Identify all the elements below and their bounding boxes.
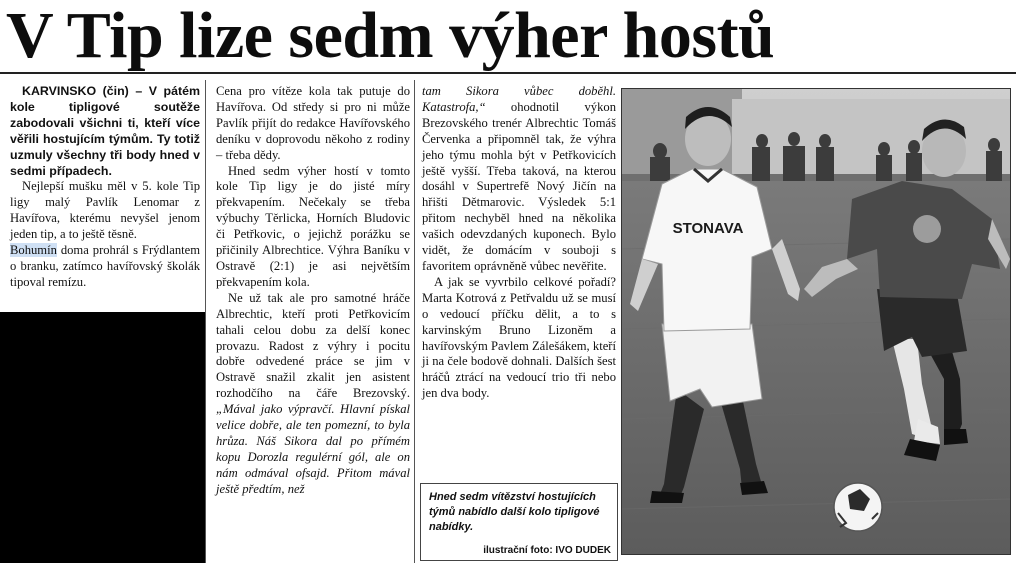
- photo-caption: Hned sedm vítězství hostujících týmů nabídlo další kolo tipligové nabídky.: [429, 491, 600, 533]
- quote-text: „Mával jako výpravčí. Hlavní pískal velice dobře, ale ten pomezní, to byla hrůza. Náš Sikora dal po přímém kopu Dorozla regulérní gól, ale on nám odmával ofsajd. Přitom mával ještě předtím, než: [216, 402, 410, 496]
- col1-paragraph-1: Nejlepší mušku měl v 5. kole Tip ligy malý Pavlík Lenomar z Havířova, kterému nevyšel jenom jeden tip, a to ještě těsně.: [10, 179, 200, 242]
- col2-paragraph-1: Cena pro vítěze kola tak putuje do Havířova. Od středy si pro ni může Pavlík přijít do redakce Havířovského deníku v doprovodu někoho z rodiny – třeba dědy.: [216, 84, 410, 162]
- col2-paragraph-3: [216, 291, 410, 498]
- column-divider-1: [205, 80, 206, 563]
- football-photo-image: [622, 89, 1011, 555]
- col2-paragraph-2: Hned sedm výher hostí v tomto kole Tip ligy je do jisté míry překvapením. Nečekaly se třeba výbuchy Těrlicka, Horních Bludovic či Petřkovic, o jejichž porážku se přičinily Albrechtice. Výhra Baníku v Ostravě (2:1) je asi největším překvapením kola.: [216, 163, 410, 289]
- col2-paragraph-3-text: Ne už tak ale pro samotné hráče Albrechtic, kteří proti Petřkovicím tahali celou dobu za delší konec provazu. Radost z výhry i pocitu dobře odvedené práce se jim v Ostravě snažil zkalit jen asistent rozhodčího na čáře Brezovský.: [216, 290, 410, 401]
- highlighted-word: Bohumín: [10, 243, 57, 258]
- jersey-text: STONAVA: [672, 220, 744, 237]
- lead-paragraph: [10, 84, 200, 179]
- football-photo: [621, 88, 1011, 555]
- kicker: KARVINSKO (čin) –: [22, 84, 149, 98]
- headline: V Tip lize sedm výher hostů: [6, 0, 775, 72]
- col1-paragraph-2-rest: doma prohrál s Frýdlantem o branku, zatímco havířovský školák tipoval remízu.: [10, 243, 200, 289]
- photo-credit: ilustrační foto: IVO DUDEK: [483, 545, 611, 556]
- column-1: [10, 84, 200, 291]
- column-3: [422, 84, 616, 402]
- col3-paragraph-1: [422, 84, 616, 275]
- col3-paragraph-1-rest: ohodnotil výkon Brezovského trenér Albrechtic Tomáš Červenka a připomněl tak, že výhra jeho týmu mohla být v Petřkovicích ještě vyšší. Třeba taková, na kterou dosáhl v Supertrefě Nový Jičín na hřišti Dětmarovic. Výsledek 5:1 přitom nechyběl hned na několika vašich odevzdaných kuponech. Bylo vidět, že domácím v souboji s favoritem oprávněně vůbec nevěřite.: [422, 99, 616, 273]
- football-ball: [834, 483, 882, 531]
- col1-paragraph-2: [10, 243, 200, 291]
- col3-paragraph-2: A jak se vyvrbilo celkové pořadí? Marta Kotrová z Petřvaldu už se musí o vedoucí příčku dělit, a to s karvinským Bruno Lizoněm a havířovským Pavlem Zálešákem, kteří ji na čele bodově dohnali. Dalších šest hráčů ztrácí na vedoucí trio tři nebo jen dva body.: [422, 274, 616, 401]
- column-divider-2: [414, 80, 415, 563]
- lead-text: V pátém kole tipligové soutěže zabodovali všichni ti, kteří více věřili hostujícím týmům. Ty totiž uzmuly všechny tři body hned v sedmi případech.: [10, 84, 201, 178]
- column-2: [216, 84, 410, 498]
- quote-end: tam Sikora vůbec doběhl. Katastrofa,“: [422, 84, 616, 114]
- photo-caption-box: [420, 483, 618, 561]
- black-block: [0, 312, 205, 563]
- headline-rule: [0, 72, 1016, 74]
